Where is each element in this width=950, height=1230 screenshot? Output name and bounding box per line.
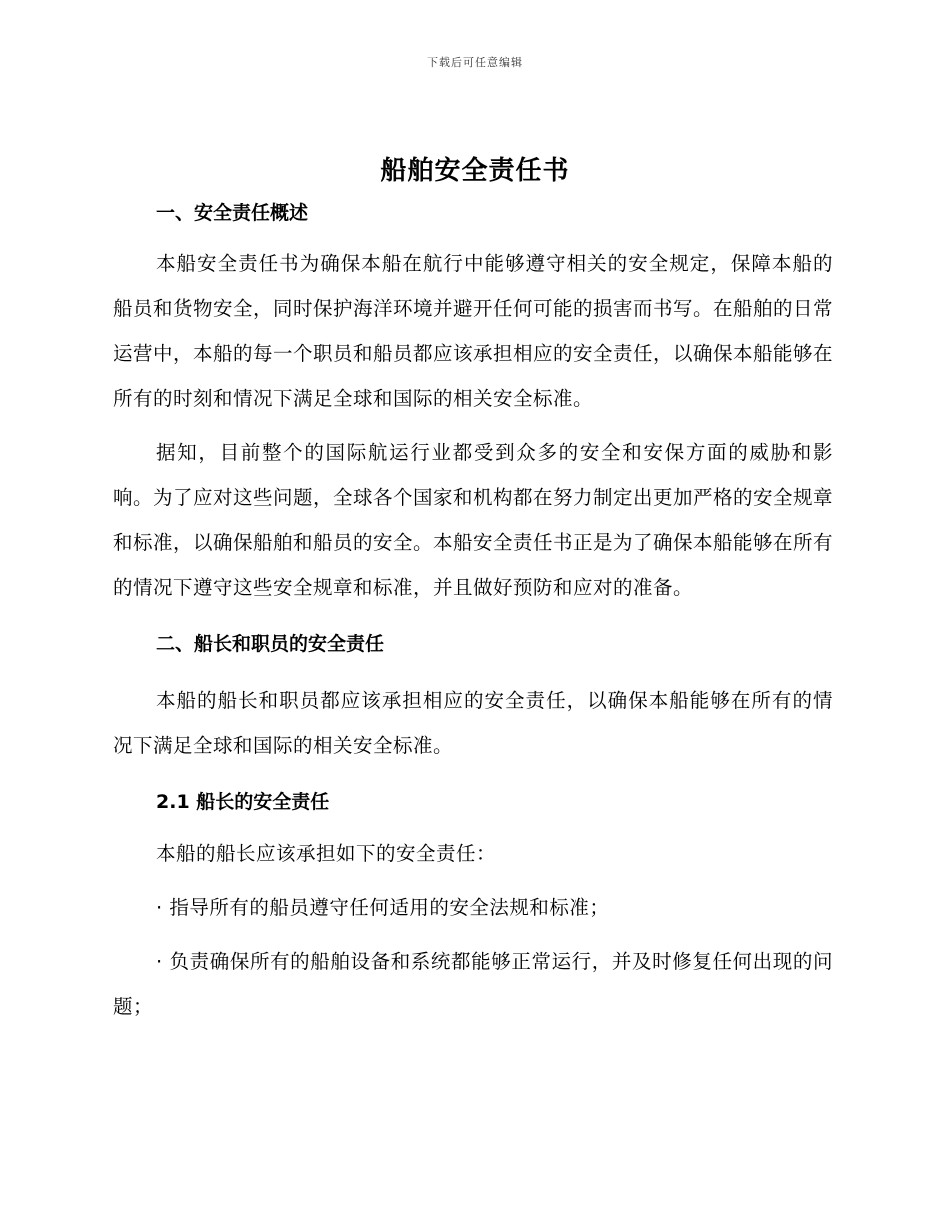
page-header-note: 下载后可任意编辑 — [427, 56, 523, 69]
section-heading-2: 二、船长和职员的安全责任 — [156, 633, 385, 655]
bullet-item-2: · 负责确保所有的船舶设备和系统都能够正常运行，并及时修复任何出现的问题； — [113, 950, 833, 1018]
section-heading-2-1: 2.1 船长的安全责任 — [156, 791, 330, 813]
paragraph-4: 本船的船长应该承担如下的安全责任： — [156, 842, 497, 865]
paragraph-2: 据知，目前整个的国际航运行业都受到众多的安全和安保方面的威胁和影响。为了应对这些问题，全球各个国家和机构都在努力制定出更加严格的安全规章和标准，以确保船舶和船员的安全。本船安全责任书正是为了确保本船能够在所有的情况下遵守这些安全规章和标准，并且做好预防和应对的准备。 — [113, 441, 834, 599]
paragraph-3: 本船的船长和职员都应该承担相应的安全责任，以确保本船能够在所有的情况下满足全球和国际的相关安全标准。 — [113, 689, 833, 757]
document-body — [113, 196, 833, 1029]
document-title: 船舶安全责任书 — [380, 156, 570, 186]
bullet-item-1: · 指导所有的船员遵守任何适用的安全法规和标准； — [156, 896, 610, 919]
section-heading-1: 一、安全责任概述 — [156, 202, 309, 224]
paragraph-1: 本船安全责任书为确保本船在航行中能够遵守相关的安全规定，保障本船的船员和货物安全，同时保护海洋环境并避开任何可能的损害而书写。在船舶的日常运营中，本船的每一个职员和船员都应该承担相应的安全责任，以确保本船能够在所有的时刻和情况下满足全球和国际的相关安全标准。 — [113, 252, 834, 410]
